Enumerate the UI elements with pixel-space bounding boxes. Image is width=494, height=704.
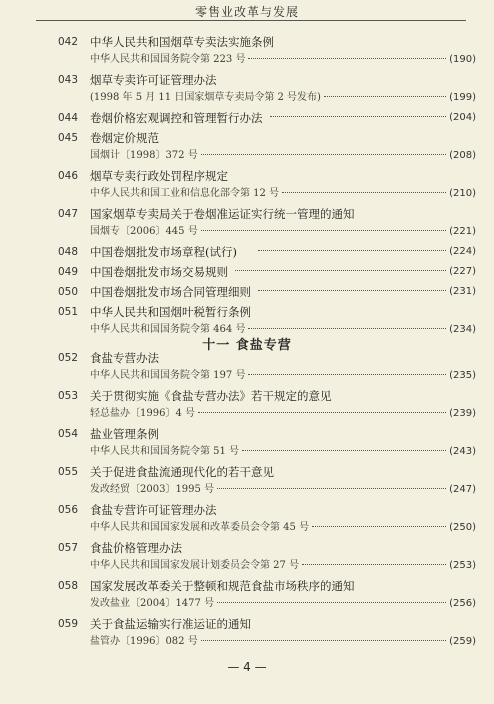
toc-entry-source-line	[90, 368, 476, 384]
toc-entry-source: 中华人民共和国国务院令第 464 号	[90, 324, 246, 335]
toc-entry-source: 中华人民共和国国务院令第 197 号	[90, 370, 246, 381]
toc-entry-number: 046	[58, 170, 79, 182]
dot-leader	[302, 564, 446, 565]
dot-leader	[217, 602, 446, 603]
toc-entry-source: 中华人民共和国国家发展和改革委员会令第 45 号	[90, 522, 310, 533]
dot-leader	[312, 526, 446, 527]
toc-entry-title: 中华人民共和国烟草专卖法实施条例	[90, 35, 274, 49]
toc-entry-source: 中华人民共和国国务院令第 51 号	[90, 446, 240, 457]
toc-entry-source-line	[90, 90, 476, 106]
dot-leader	[248, 328, 446, 329]
toc-entry-number: 044	[58, 112, 79, 124]
dot-leader	[248, 58, 446, 59]
toc-entry-page: (199)	[449, 92, 476, 103]
toc-entry-number: 048	[58, 246, 79, 258]
toc-entry-title: 烟草专卖许可证管理办法	[90, 73, 217, 87]
toc-entry-title: 食盐专营许可证管理办法	[90, 503, 217, 517]
toc-entry-title: 关于食盐运输实行准运证的通知	[90, 617, 251, 631]
toc-entry-number: 057	[58, 542, 79, 554]
toc-entry-source-line	[232, 264, 476, 280]
toc-entry-title: 盐业管理条例	[90, 427, 159, 441]
toc-entry-number: 056	[58, 504, 79, 516]
toc-entry-source: 国烟专〔2006〕445 号	[90, 226, 198, 237]
toc-entry-title: 中国卷烟批发市场章程(试行)	[90, 245, 237, 259]
toc-entry-source-line	[90, 52, 476, 68]
toc-entry-page: (239)	[449, 408, 476, 419]
toc-entry-page: (190)	[449, 54, 476, 65]
toc-entry-title: 国家发展改革委关于整顿和规范食盐市场秩序的通知	[90, 579, 355, 593]
toc-entry-source-line	[255, 244, 476, 260]
toc-entry-number: 055	[58, 466, 79, 478]
toc-entry-page: (247)	[449, 484, 476, 495]
toc-entry-source-line	[255, 284, 476, 300]
section-heading: 十一 食盐专营	[202, 338, 292, 353]
toc-entry-number: 053	[58, 390, 79, 402]
toc-entry-number: 058	[58, 580, 79, 592]
toc-entry-page: (208)	[449, 150, 476, 161]
toc-entry-number: 045	[58, 132, 79, 144]
toc-entry-number: 049	[58, 266, 79, 278]
toc-entry-source: 中华人民共和国工业和信息化部令第 12 号	[90, 188, 280, 199]
dot-leader	[324, 96, 446, 97]
toc-entry-source-line	[267, 110, 477, 126]
toc-entry-source: 轻总盐办〔1996〕4 号	[90, 408, 195, 419]
toc-entry-number: 054	[58, 428, 79, 440]
toc-entry-title: 关于贯彻实施《食盐专营办法》若干规定的意见	[90, 389, 332, 403]
toc-entry-page: (227)	[449, 266, 476, 277]
toc-entry-title: 中华人民共和国烟叶税暂行条例	[90, 305, 251, 319]
dot-leader	[242, 450, 446, 451]
toc-entry-title: 关于促进食盐流通现代化的若干意见	[90, 465, 274, 479]
toc-entry-source: 中华人民共和国国务院令第 223 号	[90, 54, 246, 65]
toc-entry-source: 中华人民共和国国家发展计划委员会令第 27 号	[90, 560, 300, 571]
dot-leader	[248, 374, 446, 375]
toc-entry-source-line	[90, 444, 476, 460]
toc-entry-page: (256)	[449, 598, 476, 609]
dot-leader	[270, 116, 447, 117]
toc-entry-page: (235)	[449, 370, 476, 381]
toc-entry-number: 059	[58, 618, 79, 630]
running-header-title: 零售业改革与发展	[194, 5, 299, 19]
dot-leader	[258, 250, 446, 251]
dot-leader	[258, 290, 446, 291]
dot-leader	[201, 230, 446, 231]
toc-entry-page: (224)	[449, 246, 476, 257]
toc-entry-source: 发改盐业〔2004〕1477 号	[90, 598, 215, 609]
page-number: — 4 —	[227, 660, 267, 674]
dot-leader	[201, 640, 446, 641]
dot-leader	[235, 270, 446, 271]
dot-leader	[282, 192, 446, 193]
toc-entry-source-line	[90, 634, 476, 650]
toc-entry-title: 食盐价格管理办法	[90, 541, 182, 555]
toc-entry-number: 050	[58, 286, 79, 298]
toc-entry-title: 国家烟草专卖局关于卷烟准运证实行统一管理的通知	[90, 207, 355, 221]
toc-entry-page: (221)	[449, 226, 476, 237]
toc-entry-page: (234)	[449, 324, 476, 335]
toc-entry-number: 052	[58, 352, 79, 364]
toc-entry-number: 043	[58, 74, 79, 86]
toc-entry-number: 042	[58, 36, 79, 48]
toc-entry-source: (1998 年 5 月 11 日国家烟草专卖局令第 2 号发布)	[90, 92, 321, 103]
toc-entry-source-line	[90, 596, 476, 612]
toc-entry-page: (210)	[449, 188, 476, 199]
toc-entry-page: (204)	[449, 112, 476, 123]
toc-entry-page: (243)	[449, 446, 476, 457]
toc-entry-source: 国烟计〔1998〕372 号	[90, 150, 198, 161]
toc-entry-source-line	[90, 148, 476, 164]
toc-entry-number: 047	[58, 208, 79, 220]
dot-leader	[198, 412, 446, 413]
toc-entry-number: 051	[58, 306, 79, 318]
toc-entry-source: 盐管办〔1996〕082 号	[90, 636, 198, 647]
toc-entry-page: (250)	[449, 522, 476, 533]
toc-entry-page: (259)	[449, 636, 476, 647]
dot-leader	[217, 488, 446, 489]
toc-entry-page: (253)	[449, 560, 476, 571]
toc-entry-source: 发改经贸〔2003〕1995 号	[90, 484, 215, 495]
toc-entry-source-line	[90, 186, 476, 202]
toc-entry-source-line	[90, 224, 476, 240]
toc-entry-title: 食盐专营办法	[90, 351, 159, 365]
toc-entry-title: 中国卷烟批发市场合同管理细则	[90, 285, 251, 299]
toc-entry-page: (231)	[449, 286, 476, 297]
toc-entry-source-line	[90, 558, 476, 574]
toc-entry-title: 卷烟价格宏观调控和管理暂行办法	[90, 111, 263, 125]
toc-entry-title: 中国卷烟批发市场交易规则	[90, 265, 228, 279]
toc-entry-title: 烟草专卖行政处罚程序规定	[90, 169, 228, 183]
toc-entry-title: 卷烟定价规范	[90, 131, 159, 145]
toc-entry-source-line	[90, 520, 476, 536]
toc-entry-source-line	[90, 406, 476, 422]
dot-leader	[201, 154, 446, 155]
toc-entry-source-line	[90, 482, 476, 498]
